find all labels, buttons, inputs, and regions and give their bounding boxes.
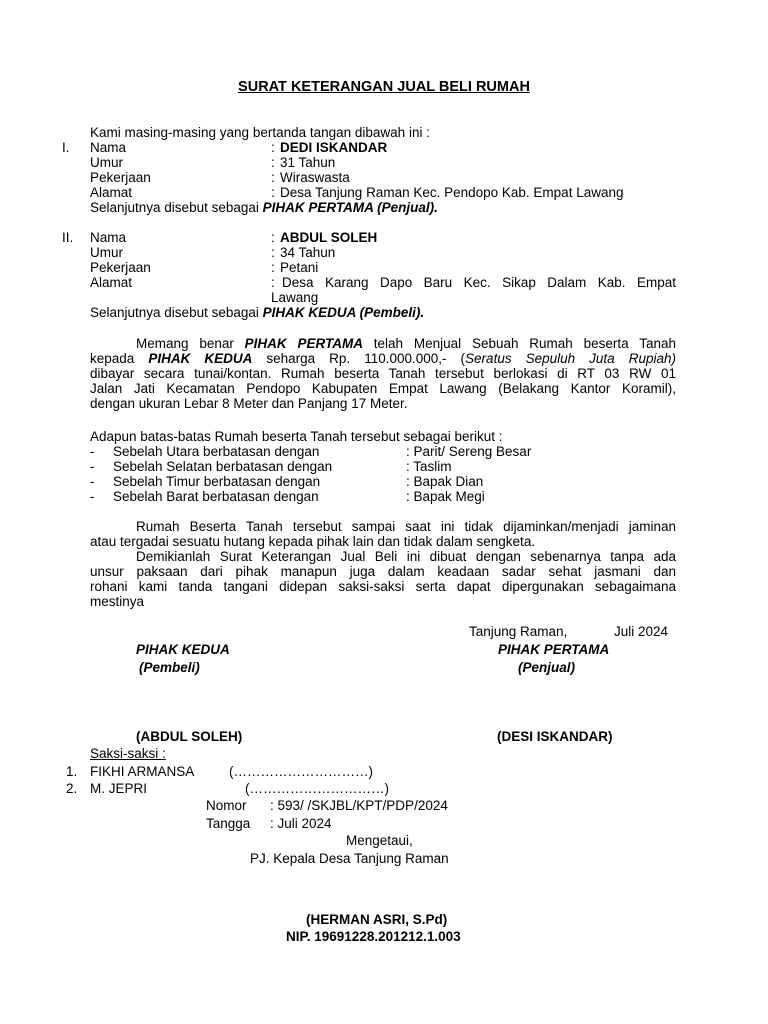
para1-amount-words: Seratus Sepuluh Juta Rupiah) [465, 351, 676, 366]
party1-closing-prefix: Selanjutnya disebut sebagai [90, 200, 263, 215]
party2-name-label: Nama [90, 230, 127, 245]
party1-address-colon: : [271, 185, 275, 200]
para2-line2: atau tergadai sesuatu hutang kepada pihak lain dan tidak dalam sengketa. [90, 534, 536, 549]
saksi-number: 2. [66, 781, 78, 796]
para1-line4: Jalan Jati Kecamatan Pendopo Kabupaten Empat Lawang (Belakang Kantor Koramil), [90, 381, 676, 396]
document-title: SURAT KETERANGAN JUAL BELI RUMAH [238, 79, 530, 95]
party1-job-colon: : [271, 170, 275, 185]
sign-left-sub: (Pembeli) [139, 660, 200, 675]
party1-age-colon: : [271, 155, 275, 170]
para1-pihak-pertama: PIHAK PERTAMA [244, 336, 363, 351]
batas-value: : Taslim [406, 459, 452, 474]
para2-line1: Rumah Beserta Tanah tersebut sampai saat ini tidak dijaminkan/menjadi jaminan [136, 519, 676, 534]
batas-dash: - [90, 489, 95, 504]
party1-name-colon: : [271, 140, 275, 155]
kepala-desa-name: (HERMAN ASRI, S.Pd) [306, 912, 448, 927]
kepala-desa-nip: NIP. 19691228.201212.1.003 [286, 929, 461, 944]
sign-right-role: PIHAK PERTAMA [498, 642, 610, 657]
saksi-number: 1. [66, 764, 78, 779]
party1-role: PIHAK PERTAMA (Penjual). [262, 200, 438, 215]
party1-name-label: Nama [90, 140, 127, 155]
party1-job-value: Wiraswasta [280, 170, 350, 185]
party2-address-value-line2: Lawang [271, 290, 319, 305]
para1-text: Memang benar [136, 336, 245, 351]
sign-right-sub: (Penjual) [518, 660, 576, 675]
para3-line4: mestinya [90, 594, 145, 609]
place: Tanjung Raman, [469, 624, 568, 639]
party1-age-label: Umur [90, 155, 123, 170]
batas-label: Sebelah Timur berbatasan dengan [113, 474, 321, 489]
para1-line1 [136, 336, 676, 351]
batas-value: : Bapak Dian [406, 474, 484, 489]
sign-left-role: PIHAK KEDUA [136, 642, 230, 657]
batas-dash: - [90, 459, 95, 474]
para1-text: seharga Rp. 110.000.000,- ( [252, 351, 466, 366]
intro-text: Kami masing-masing yang bertanda tangan dibawah ini : [90, 125, 430, 140]
batas-intro: Adapun batas-batas Rumah beserta Tanah tersebut sebagai berikut : [90, 429, 503, 444]
saksi-name: FIKHI ARMANSA [90, 764, 195, 779]
para1-line5: dengan ukuran Lebar 8 Meter dan Panjang 17 Meter. [90, 396, 408, 411]
tanggal-value: : Juli 2024 [270, 816, 332, 831]
party2-name-value: ABDUL SOLEH [280, 230, 378, 245]
party2-job-colon: : [271, 260, 275, 275]
party2-age-value: 34 Tahun [280, 245, 336, 260]
party1-number: I. [62, 140, 70, 155]
party1-address-label: Alamat [90, 185, 133, 200]
party2-address-label: Alamat [90, 275, 133, 290]
party2-job-label: Pekerjaan [90, 260, 151, 275]
party1-job-label: Pekerjaan [90, 170, 151, 185]
date: Juli 2024 [614, 624, 669, 639]
tanggal-label: Tangga [206, 816, 251, 831]
para3-line1: Demikianlah Surat Keterangan Jual Beli ini dibuat dengan sebenarnya tanpa ada [136, 549, 676, 564]
batas-label: Sebelah Selatan berbatasan dengan [113, 459, 333, 474]
party2-job-value: Petani [280, 260, 319, 275]
para1-line3: dibayar secara tunai/kontan. Rumah beserta Tanah tersebut berlokasi di RT 03 RW 01 [90, 366, 676, 381]
party2-closing [90, 305, 424, 320]
party2-age-label: Umur [90, 245, 123, 260]
party2-address-value-line1: Desa Karang Dapo Baru Kec. Sikap Dalam Kab. Empat [282, 275, 676, 290]
party2-address-colon: : [271, 275, 275, 290]
batas-label: Sebelah Barat berbatasan dengan [113, 489, 319, 504]
para3-line2: unsur paksaan dari pihak manapun juga dalam keadaan sadar sehat jasmani dan [90, 564, 676, 579]
batas-label: Sebelah Utara berbatasan dengan [113, 444, 320, 459]
party1-closing [90, 200, 438, 215]
sign-right-name: (DESI ISKANDAR) [497, 729, 613, 744]
kepala-desa-title: PJ. Kepala Desa Tanjung Raman [250, 851, 449, 866]
mengetahui-label: Mengetaui, [346, 833, 413, 848]
saksi-signature-line: (…………………………) [229, 764, 373, 779]
batas-value: : Bapak Megi [406, 489, 485, 504]
batas-dash: - [90, 444, 95, 459]
party1-age-value: 31 Tahun [280, 155, 336, 170]
batas-dash: - [90, 474, 95, 489]
para3-line3: rohani kami tanda tangani didepan saksi-saksi serta dapat dipergunakan sebagaimana [90, 579, 676, 594]
sign-left-name: (ABDUL SOLEH) [136, 729, 243, 744]
saksi-heading: Saksi-saksi : [90, 746, 166, 761]
party1-address-value: Desa Tanjung Raman Kec. Pendopo Kab. Empat Lawang [280, 185, 624, 200]
party2-name-colon: : [271, 230, 275, 245]
party2-age-colon: : [271, 245, 275, 260]
saksi-signature-line: (…………………………) [245, 781, 389, 796]
party2-number: II. [62, 230, 74, 245]
party2-closing-prefix: Selanjutnya disebut sebagai [90, 305, 263, 320]
nomor-label: Nomor [206, 798, 247, 813]
nomor-value: : 593/ /SKJBL/KPT/PDP/2024 [270, 798, 448, 813]
para1-pihak-kedua: PIHAK KEDUA [148, 351, 253, 366]
para1-text: telah Menjual Sebuah Rumah beserta Tanah [362, 336, 676, 351]
para1-line2 [90, 351, 676, 366]
saksi-name: M. JEPRI [90, 781, 148, 796]
para1-text: kepada [90, 351, 149, 366]
party2-role: PIHAK KEDUA (Pembeli). [262, 305, 425, 320]
party1-name-value: DEDI ISKANDAR [280, 140, 388, 155]
batas-value: : Parit/ Sereng Besar [406, 444, 532, 459]
